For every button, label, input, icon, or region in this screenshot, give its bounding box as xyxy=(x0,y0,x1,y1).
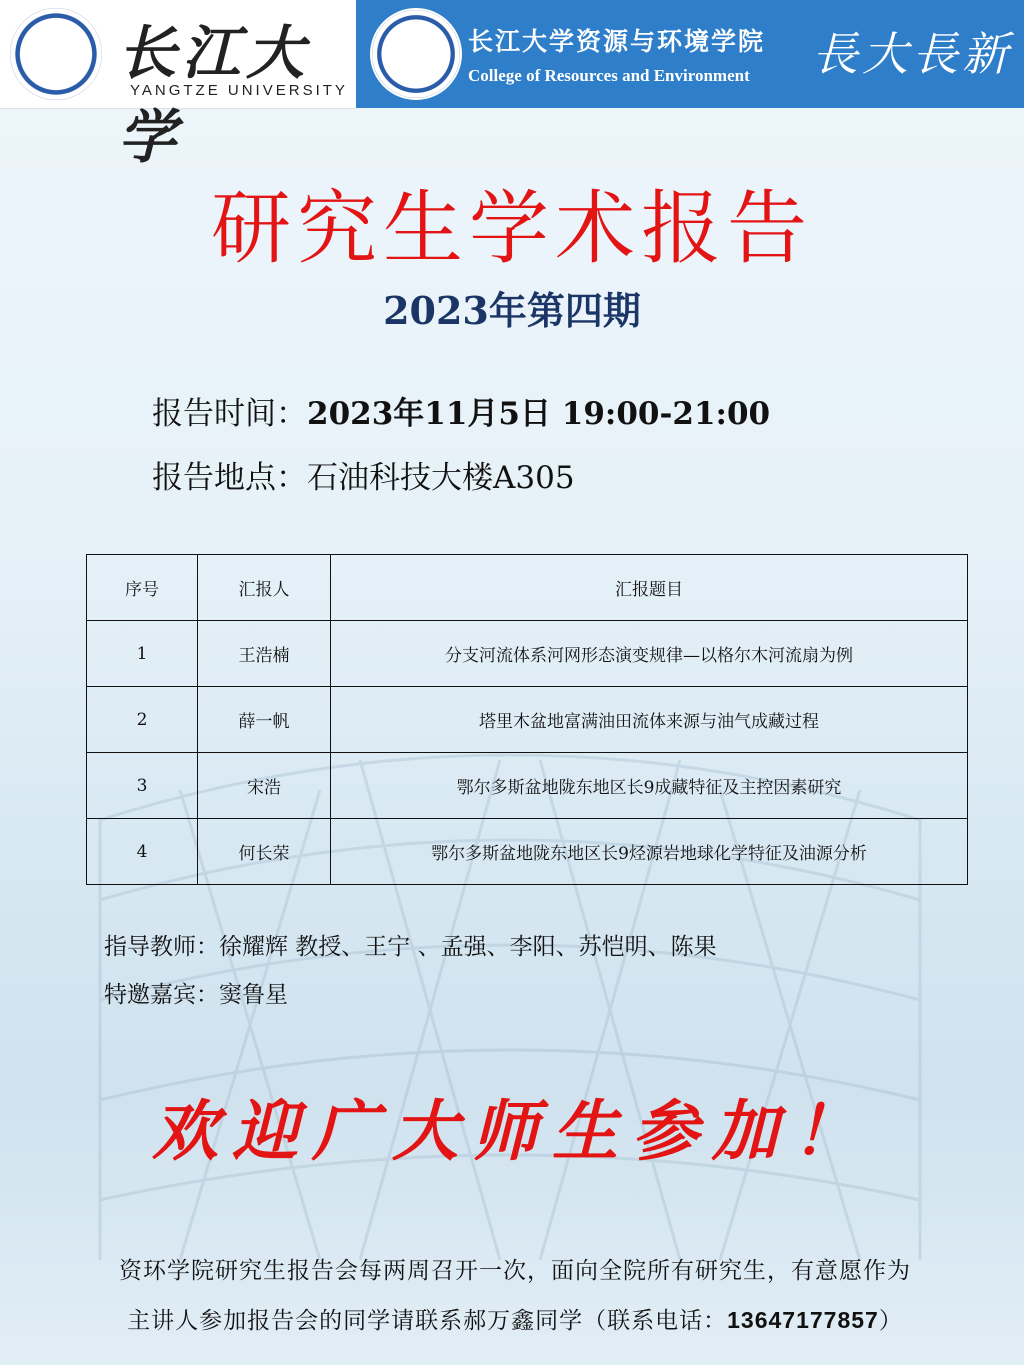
row-presenter: 何长荣 xyxy=(198,819,331,885)
contact-phone: 13647177857 xyxy=(727,1307,879,1333)
college-banner xyxy=(356,0,1024,108)
welcome-slogan: 欢迎广大师生参加！ xyxy=(152,1092,872,1170)
university-name-cn: 长江大学 xyxy=(118,19,311,171)
schedule-table xyxy=(86,554,968,885)
guest-line: 特邀嘉宾：窦鲁星 xyxy=(104,982,288,1008)
table-row xyxy=(87,687,968,753)
column-header-presenter: 汇报人 xyxy=(198,555,331,621)
advisors-line: 指导教师：徐耀辉 教授、王宁 、孟强、李阳、苏恺明、陈果 xyxy=(104,934,717,960)
university-emblem-icon xyxy=(10,8,102,100)
poster-title: 研究生学术报告 xyxy=(211,182,813,275)
header-banner xyxy=(0,0,1024,171)
column-header-topic: 汇报题目 xyxy=(331,555,968,621)
table-row xyxy=(87,819,968,885)
row-presenter: 薛一帆 xyxy=(198,687,331,753)
row-topic: 塔里木盆地富满油田流体来源与油气成藏过程 xyxy=(331,687,968,753)
report-place-label: 报告地点： xyxy=(152,460,307,496)
table-header-row xyxy=(87,555,968,621)
report-time-label: 报告时间： xyxy=(152,396,307,432)
row-presenter: 王浩楠 xyxy=(198,621,331,687)
college-emblem-icon xyxy=(370,8,462,100)
footer-close-paren: ） xyxy=(878,1308,903,1334)
row-index: 4 xyxy=(87,819,198,885)
row-index: 1 xyxy=(87,621,198,687)
footer-note-line-2 xyxy=(30,1302,1000,1335)
motto-calligraphy: 長大長新 xyxy=(812,27,1012,81)
column-header-index: 序号 xyxy=(87,555,198,621)
report-time-value: 2023年11月5日 19:00-21:00 xyxy=(307,396,771,432)
row-topic: 分支河流体系河网形态演变规律—以格尔木河流扇为例 xyxy=(331,621,968,687)
row-topic: 鄂尔多斯盆地陇东地区长9烃源岩地球化学特征及油源分析 xyxy=(331,819,968,885)
table-row xyxy=(87,753,968,819)
table-row xyxy=(87,621,968,687)
report-time xyxy=(152,388,770,433)
row-index: 3 xyxy=(87,753,198,819)
college-name-cn: 长江大学资源与环境学院 xyxy=(468,27,766,56)
row-index: 2 xyxy=(87,687,198,753)
college-name-en: College of Resources and Environment xyxy=(468,66,750,85)
university-name-en: YANGTZE UNIVERSITY xyxy=(130,82,348,99)
university-logo-area xyxy=(0,0,356,171)
issue-number: 2023年第四期 xyxy=(383,288,641,333)
row-topic: 鄂尔多斯盆地陇东地区长9成藏特征及主控因素研究 xyxy=(331,753,968,819)
report-place-value: 石油科技大楼A305 xyxy=(307,460,575,496)
footer-note-line-1: 资环学院研究生报告会每两周召开一次，面向全院所有研究生，有意愿作为 xyxy=(119,1258,911,1284)
report-place xyxy=(152,452,575,497)
footer-contact-text: 主讲人参加报告会的同学请联系郝万鑫同学（联系电话： xyxy=(127,1308,728,1334)
row-presenter: 宋浩 xyxy=(198,753,331,819)
